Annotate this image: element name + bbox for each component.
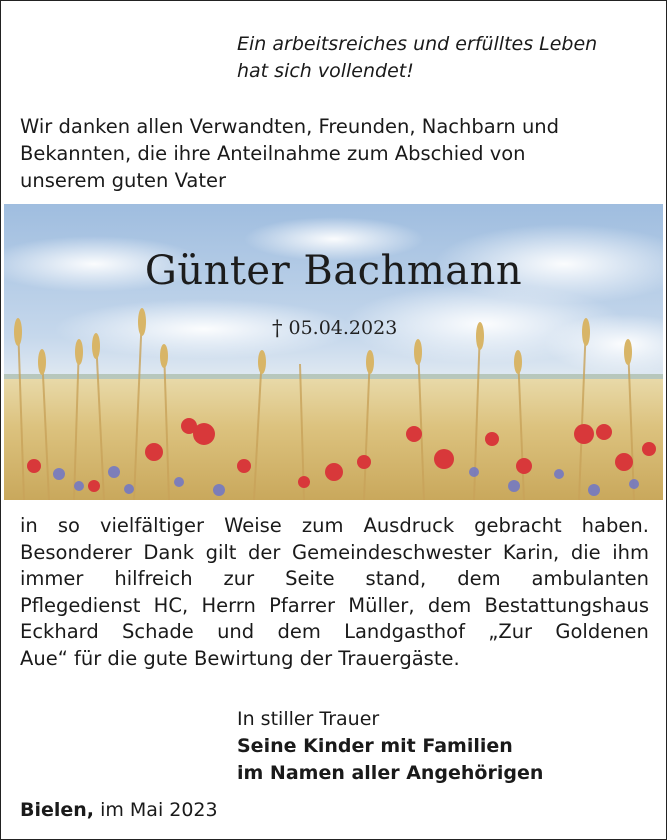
- word: so: [57, 514, 80, 537]
- motto-line-2: hat sich vollendet!: [237, 60, 414, 82]
- thanks-line-3: unserem guten Vater: [20, 169, 227, 192]
- word: Pflegedienst: [20, 593, 141, 617]
- word: dem: [457, 567, 501, 591]
- word: Landgasthof: [344, 620, 465, 644]
- cross-icon: †: [272, 316, 283, 340]
- body-line: [20, 513, 649, 540]
- thanks-line-2: Bekannten, die ihre Anteilnahme zum Abschied von: [20, 142, 526, 165]
- deceased-name: Günter Bachmann: [144, 248, 523, 294]
- word: stand,: [365, 567, 427, 591]
- word: dem: [427, 593, 472, 617]
- place-month: im Mai 2023: [100, 799, 218, 821]
- body-line: [20, 593, 649, 620]
- signature-line-2: im Namen aller Angehörigen: [237, 762, 544, 784]
- word: zum: [301, 514, 344, 537]
- word: HC,: [153, 593, 189, 617]
- word: in: [20, 514, 38, 537]
- body-line-last: Aue“ für die gute Bewirtung der Trauergäste.: [20, 646, 460, 670]
- word: ambulanten: [531, 567, 649, 591]
- word: Karin,: [502, 540, 560, 564]
- word: immer: [20, 567, 84, 591]
- word: „Zur: [488, 620, 533, 644]
- word: hilfreich: [114, 567, 193, 591]
- word: die: [570, 540, 601, 564]
- signature-block: [237, 706, 543, 787]
- word: Herrn: [201, 593, 256, 617]
- word: Gemeindeschwester: [292, 540, 492, 564]
- word: gilt: [205, 540, 237, 564]
- word: ihm: [612, 540, 649, 564]
- word: haben.: [581, 514, 649, 537]
- word: Müller,: [348, 593, 415, 617]
- word: der: [248, 540, 281, 564]
- place-town: Bielen,: [20, 799, 95, 821]
- death-date: 05.04.2023: [288, 317, 398, 339]
- signature-intro: In stiller Trauer: [237, 708, 380, 730]
- word: vielfältiger: [99, 514, 205, 537]
- wheat-field-photo: [4, 204, 663, 500]
- word: Pfarrer: [269, 593, 335, 617]
- death-date-line: [272, 316, 397, 340]
- word: Ausdruck: [363, 514, 455, 537]
- word: und: [217, 620, 255, 644]
- word: Dank: [143, 540, 195, 564]
- thanks-body: [20, 513, 649, 673]
- word: Eckhard: [20, 620, 99, 644]
- thanks-intro: [20, 113, 650, 194]
- word: gebracht: [474, 514, 562, 537]
- place-date: [20, 799, 218, 821]
- motto-line-1: Ein arbeitsreiches und erfülltes Leben: [237, 33, 598, 55]
- word: Goldenen: [555, 620, 649, 644]
- signature-line-1: Seine Kinder mit Familien: [237, 735, 513, 757]
- body-line: [20, 540, 649, 567]
- body-line: [20, 619, 649, 646]
- thanks-line-1: Wir danken allen Verwandten, Freunden, Nachbarn und: [20, 115, 560, 138]
- motto: [237, 31, 597, 85]
- word: Seite: [285, 567, 335, 591]
- word: dem: [277, 620, 321, 644]
- body-line: [20, 566, 649, 593]
- word: Besonderer: [20, 540, 132, 564]
- word: Bestattungshaus: [484, 593, 649, 617]
- word: Schade: [121, 620, 194, 644]
- word: zur: [223, 567, 255, 591]
- word: Weise: [224, 514, 282, 537]
